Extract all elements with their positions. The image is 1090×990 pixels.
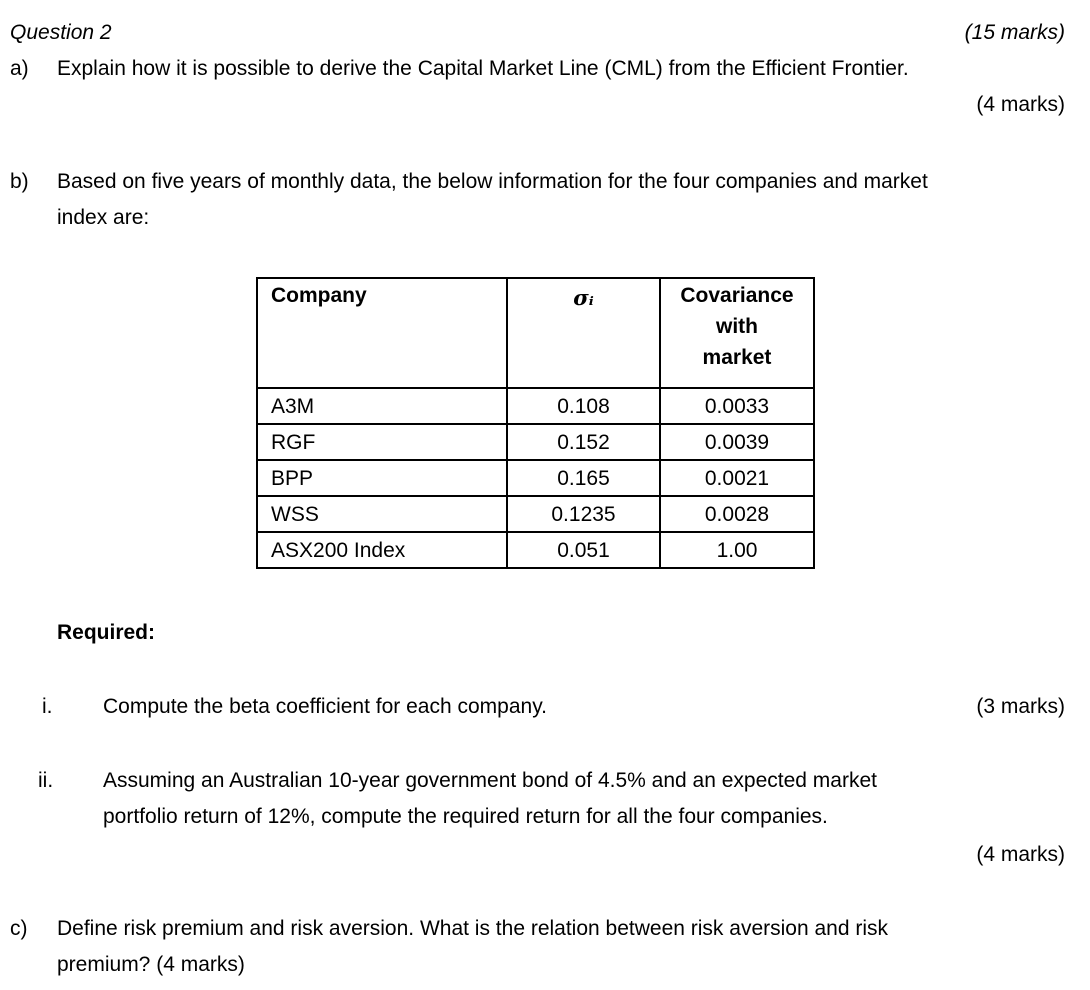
part-b-label: b) — [10, 170, 29, 193]
required-label: Required: — [57, 621, 156, 644]
covariance-cell: 0.0021 — [660, 460, 814, 496]
covariance-cell: 0.0028 — [660, 496, 814, 532]
company-cell: BPP — [257, 460, 507, 496]
part-c-text-line2: premium? (4 marks) — [57, 953, 245, 976]
part-c-label: c) — [10, 917, 28, 940]
header-covariance — [660, 278, 814, 388]
header-sigma: σᵢ — [507, 278, 660, 388]
table-row — [257, 460, 814, 496]
part-a-marks: (4 marks) — [976, 93, 1065, 116]
item-ii-numeral: ii. — [38, 769, 54, 792]
item-i-marks: (3 marks) — [976, 695, 1065, 718]
table-row — [257, 388, 814, 424]
header-company: Company — [257, 278, 507, 388]
item-i-numeral: i. — [42, 695, 53, 718]
covariance-cell: 0.0033 — [660, 388, 814, 424]
sigma-cell: 0.165 — [507, 460, 660, 496]
company-data-table — [256, 277, 815, 569]
covariance-cell: 0.0039 — [660, 424, 814, 460]
table-row — [257, 532, 814, 568]
part-a-text: Explain how it is possible to derive the Capital Market Line (CML) from the Efficient Frontier. — [57, 57, 909, 80]
part-a-label: a) — [10, 57, 29, 80]
company-cell: ASX200 Index — [257, 532, 507, 568]
sigma-cell: 0.108 — [507, 388, 660, 424]
question-title: Question 2 — [10, 21, 112, 44]
header-covariance-line2: with — [716, 315, 758, 338]
company-cell: WSS — [257, 496, 507, 532]
sigma-cell: 0.051 — [507, 532, 660, 568]
part-b-text-line1: Based on five years of monthly data, the below information for the four companies and market — [57, 170, 928, 193]
sigma-cell: 0.1235 — [507, 496, 660, 532]
covariance-cell: 1.00 — [660, 532, 814, 568]
item-ii-text-line1: Assuming an Australian 10-year government bond of 4.5% and an expected market — [103, 769, 877, 792]
item-ii-marks: (4 marks) — [976, 843, 1065, 866]
part-b-text-line2: index are: — [57, 206, 150, 229]
header-covariance-line3: market — [702, 346, 772, 369]
company-cell: A3M — [257, 388, 507, 424]
table-header-row — [257, 278, 814, 388]
table-row — [257, 424, 814, 460]
part-c-text-line1: Define risk premium and risk aversion. What is the relation between risk aversion and risk — [57, 917, 889, 940]
sigma-cell: 0.152 — [507, 424, 660, 460]
total-marks: (15 marks) — [964, 21, 1065, 44]
item-i-text: Compute the beta coefficient for each company. — [103, 695, 547, 718]
item-ii-text-line2: portfolio return of 12%, compute the required return for all the four companies. — [103, 805, 828, 828]
company-cell: RGF — [257, 424, 507, 460]
table-row — [257, 496, 814, 532]
header-covariance-line1: Covariance — [680, 284, 794, 307]
